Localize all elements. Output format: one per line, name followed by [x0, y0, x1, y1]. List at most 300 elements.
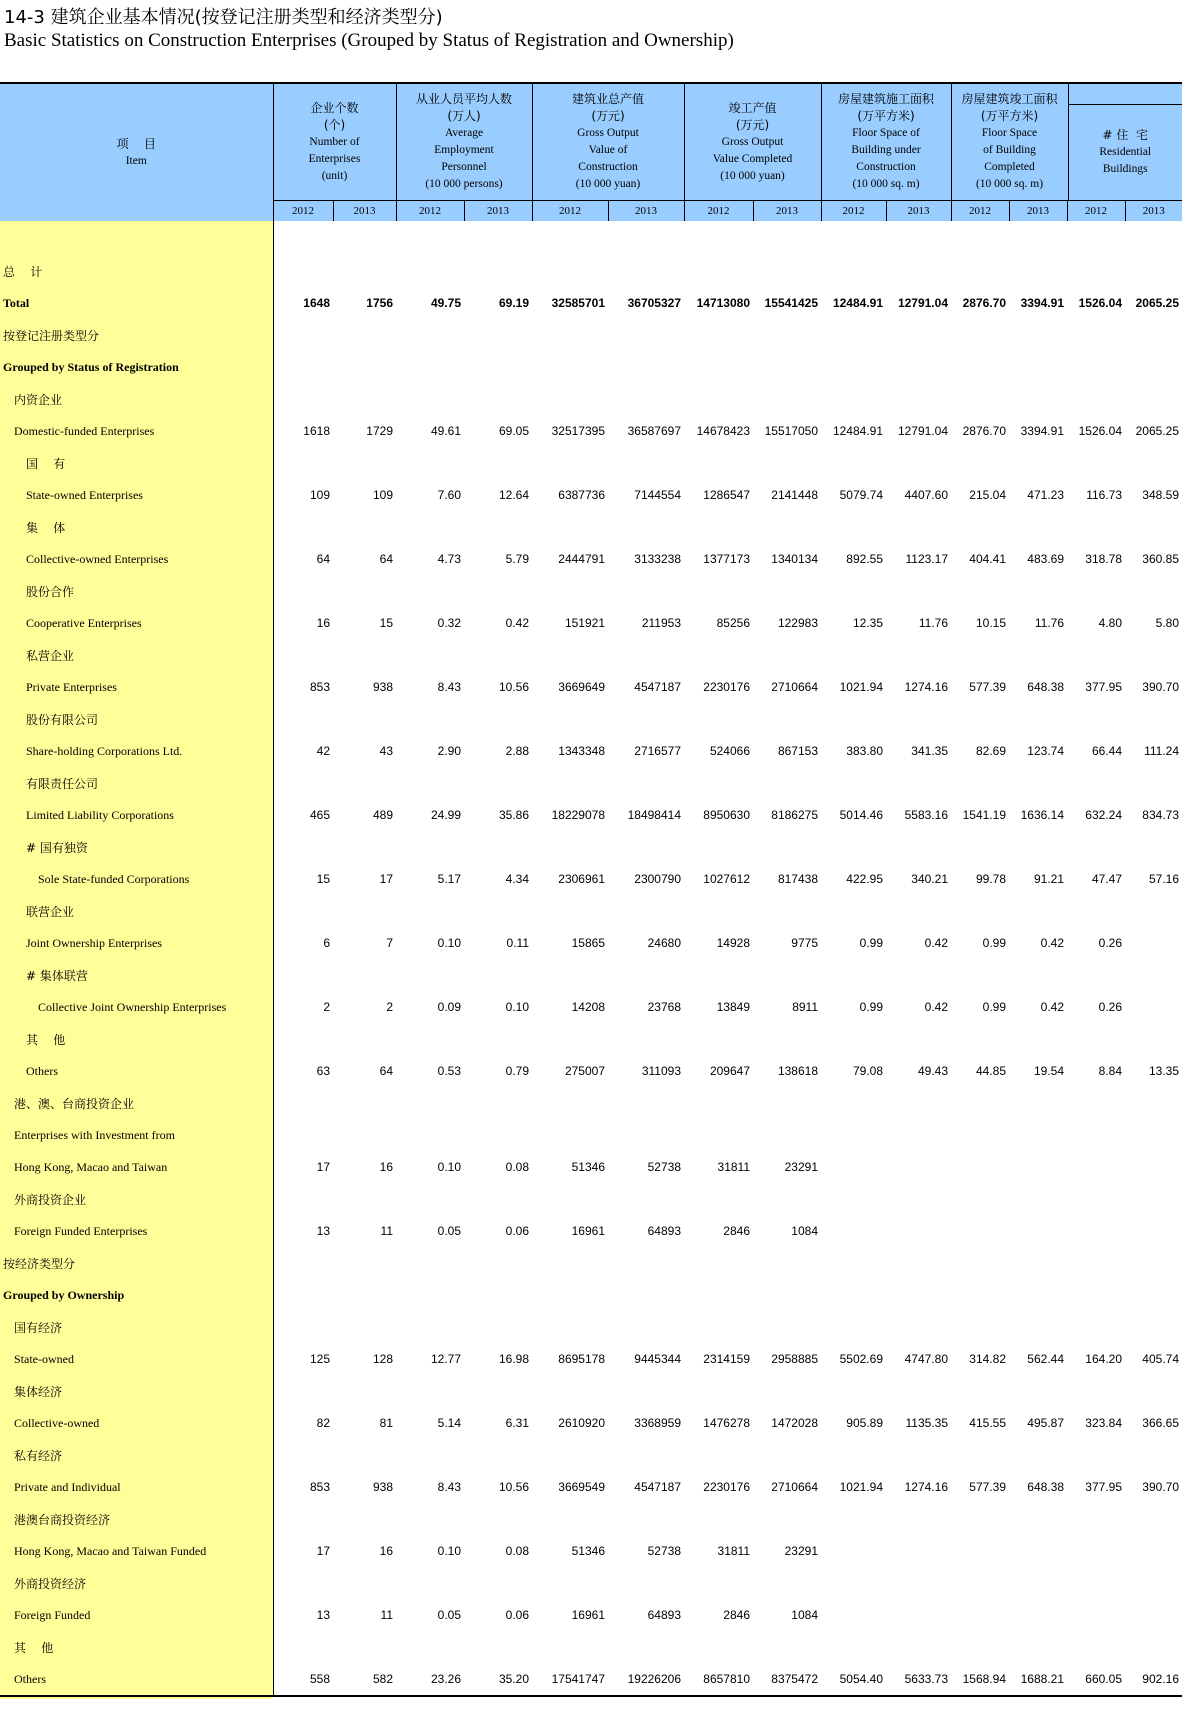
data-cell: 483.69	[1027, 552, 1064, 566]
data-cell	[532, 959, 608, 991]
data-cell	[886, 1503, 951, 1535]
row-label: Joint Ownership Enterprises	[0, 927, 273, 959]
data-cell: 109	[372, 488, 393, 502]
data-cell: 648.38	[1027, 1480, 1064, 1494]
data-cell	[821, 319, 886, 351]
data-cell	[273, 351, 333, 383]
row-label: State-owned	[0, 1343, 273, 1375]
data-cell: 905.89	[846, 1416, 883, 1430]
data-cell: 24680	[647, 936, 681, 950]
data-cell	[1009, 351, 1067, 383]
year-header: 2013	[1009, 201, 1067, 222]
data-cell	[333, 1439, 396, 1471]
data-cell: 13849	[716, 1000, 750, 1014]
data-cell	[684, 703, 753, 735]
data-cell: 4.73	[437, 552, 461, 566]
item-header-cn: 项 目	[116, 136, 156, 151]
floor-under-header	[821, 83, 951, 201]
data-cell: 14208	[571, 1000, 605, 1014]
completed-output-header-cn: 竣工产值	[728, 100, 777, 115]
data-cell: 8695178	[558, 1352, 605, 1366]
data-cell	[396, 895, 464, 927]
data-cell	[396, 703, 464, 735]
data-cell: 15865	[571, 936, 605, 950]
data-cell	[1067, 1599, 1125, 1631]
data-cell: 51346	[571, 1544, 605, 1558]
row-label: Collective Joint Ownership Enterprises	[0, 991, 273, 1023]
data-cell: 2444791	[558, 552, 605, 566]
data-cell	[608, 1119, 684, 1151]
data-cell: 15541425	[764, 296, 818, 310]
floor-under-header-cn: 房屋建筑施工面积	[837, 92, 934, 106]
residential-header-cn: # 住 宅	[1102, 128, 1148, 142]
data-cell	[886, 1535, 951, 1567]
data-cell: 69.19	[498, 296, 529, 310]
year-header: 2013	[886, 201, 951, 222]
data-cell	[333, 959, 396, 991]
data-cell	[951, 831, 1009, 863]
data-cell	[532, 1439, 608, 1471]
row-label: # 国有独资	[0, 831, 273, 863]
data-cell	[1009, 831, 1067, 863]
data-cell: 2	[386, 1000, 393, 1014]
data-cell: 834.73	[1142, 808, 1179, 822]
data-cell	[951, 1535, 1009, 1567]
data-cell	[396, 1279, 464, 1311]
employment-header-unit: (万人)	[447, 109, 481, 123]
data-cell	[532, 1023, 608, 1055]
data-cell: 13	[316, 1608, 330, 1622]
year-header: 2013	[608, 201, 684, 222]
data-cell: 0.99	[982, 1000, 1006, 1014]
enterprises-header	[273, 83, 396, 201]
item-header	[0, 83, 273, 221]
data-cell: 577.39	[969, 1480, 1006, 1494]
data-cell: 9445344	[634, 1352, 681, 1366]
data-cell: 16.98	[498, 1352, 529, 1366]
table-row	[0, 479, 1182, 511]
data-cell: 16	[316, 616, 330, 630]
data-cell	[273, 1183, 333, 1215]
data-cell	[532, 1183, 608, 1215]
data-cell	[464, 319, 532, 351]
data-cell	[273, 1279, 333, 1311]
data-cell	[886, 1087, 951, 1119]
data-cell: 69.05	[498, 424, 529, 438]
data-cell	[684, 1567, 753, 1599]
data-cell	[886, 1439, 951, 1471]
row-label: 外商投资经济	[0, 1567, 273, 1599]
data-cell	[1067, 831, 1125, 863]
data-cell	[684, 1503, 753, 1535]
data-cell: 0.10	[505, 1000, 529, 1014]
data-cell	[1009, 575, 1067, 607]
data-cell: 8375472	[771, 1672, 818, 1686]
data-cell: 81	[379, 1416, 393, 1430]
table-row	[0, 639, 1182, 671]
data-cell	[608, 1439, 684, 1471]
data-cell	[532, 319, 608, 351]
data-cell: 1756	[366, 296, 393, 310]
data-cell: 2314159	[703, 1352, 750, 1366]
data-cell	[608, 351, 684, 383]
data-cell	[1009, 255, 1067, 287]
data-cell: 1476278	[703, 1416, 750, 1430]
data-cell	[333, 1503, 396, 1535]
data-cell	[273, 1311, 333, 1343]
data-cell: 15517050	[764, 424, 818, 438]
completed-output-header-unit: (万元)	[735, 117, 770, 132]
data-cell	[886, 383, 951, 415]
data-cell	[821, 1087, 886, 1119]
data-cell	[886, 639, 951, 671]
data-cell	[396, 1375, 464, 1407]
data-cell: 64893	[647, 1608, 681, 1622]
data-cell	[1067, 1311, 1125, 1343]
data-cell	[1009, 1311, 1067, 1343]
completed-output-header-en1: Gross Output	[721, 135, 784, 148]
data-cell	[273, 1439, 333, 1471]
data-cell	[1009, 447, 1067, 479]
data-cell	[821, 1567, 886, 1599]
data-cell	[1009, 1439, 1067, 1471]
data-cell: 405.74	[1142, 1352, 1179, 1366]
data-cell	[1125, 511, 1182, 543]
data-cell: 13	[316, 1224, 330, 1238]
data-cell: 47.47	[1091, 872, 1122, 886]
table-row	[0, 735, 1182, 767]
table-row	[0, 1503, 1182, 1535]
data-cell	[684, 1375, 753, 1407]
data-cell: 1084	[791, 1608, 818, 1622]
data-cell	[684, 383, 753, 415]
data-cell: 1027612	[703, 872, 750, 886]
data-cell	[1067, 383, 1125, 415]
data-cell: 3394.91	[1020, 424, 1064, 438]
data-cell	[396, 1631, 464, 1663]
data-cell	[1009, 1119, 1067, 1151]
data-cell	[886, 767, 951, 799]
year-header: 2013	[1125, 201, 1182, 222]
data-cell	[532, 575, 608, 607]
gross-output-header-en2: Value of	[588, 144, 628, 156]
data-cell: 2306961	[558, 872, 605, 886]
data-cell: 1618	[303, 424, 330, 438]
data-cell: 323.84	[1085, 1416, 1122, 1430]
floor-under-header-en4: (10 000 sq. m)	[852, 178, 920, 190]
data-cell: 125	[309, 1352, 330, 1366]
data-cell	[1067, 639, 1125, 671]
data-cell: 2610920	[558, 1416, 605, 1430]
data-cell	[684, 1439, 753, 1471]
data-cell	[464, 255, 532, 287]
data-cell: 817438	[777, 872, 818, 886]
data-cell	[821, 447, 886, 479]
year-header: 2012	[1067, 201, 1125, 222]
data-cell	[886, 831, 951, 863]
row-label: Cooperative Enterprises	[0, 607, 273, 639]
table-row	[0, 671, 1182, 703]
data-cell	[396, 575, 464, 607]
data-cell: 23768	[647, 1000, 681, 1014]
data-cell	[1125, 383, 1182, 415]
data-cell	[886, 959, 951, 991]
data-cell: 2.90	[437, 744, 461, 758]
gross-output-header-unit: (万元)	[591, 109, 625, 123]
data-cell	[821, 1599, 886, 1631]
data-cell: 366.65	[1142, 1416, 1179, 1430]
row-label: 集体经济	[0, 1375, 273, 1407]
data-cell	[333, 511, 396, 543]
data-cell	[1009, 1087, 1067, 1119]
data-cell: 63	[316, 1064, 330, 1078]
data-cell	[886, 351, 951, 383]
data-cell: 2846	[723, 1608, 750, 1622]
data-cell: 23291	[784, 1160, 818, 1174]
data-cell: 2846	[723, 1224, 750, 1238]
data-cell	[608, 1279, 684, 1311]
data-cell	[1067, 1375, 1125, 1407]
data-cell	[951, 1023, 1009, 1055]
data-cell	[951, 511, 1009, 543]
data-cell	[396, 767, 464, 799]
floor-under-header-en3: Construction	[856, 161, 916, 173]
row-label: 私营企业	[0, 639, 273, 671]
data-cell: 138618	[777, 1064, 818, 1078]
data-cell	[821, 639, 886, 671]
data-cell	[608, 575, 684, 607]
data-cell: 902.16	[1142, 1672, 1179, 1686]
data-cell	[1067, 511, 1125, 543]
table-row	[0, 351, 1182, 383]
data-cell	[333, 1023, 396, 1055]
data-cell: 1688.21	[1020, 1672, 1064, 1686]
table-row	[0, 831, 1182, 863]
data-cell	[464, 1503, 532, 1535]
data-cell	[821, 767, 886, 799]
data-cell	[684, 767, 753, 799]
enterprises-header-unit: (个)	[323, 117, 346, 132]
data-cell: 128	[372, 1352, 393, 1366]
data-cell	[951, 639, 1009, 671]
table-row	[0, 383, 1182, 415]
data-cell	[753, 1439, 821, 1471]
data-cell: 17	[316, 1160, 330, 1174]
data-cell: 0.06	[505, 1224, 529, 1238]
row-label: 国有经济	[0, 1311, 273, 1343]
data-cell	[273, 703, 333, 735]
data-cell: 52738	[647, 1544, 681, 1558]
data-cell: 2230176	[703, 680, 750, 694]
data-cell: 275007	[564, 1064, 605, 1078]
data-cell	[464, 1087, 532, 1119]
data-cell	[1125, 1247, 1182, 1279]
data-cell	[1009, 1567, 1067, 1599]
data-cell: 12484.91	[832, 424, 883, 438]
data-cell	[684, 447, 753, 479]
data-cell	[1067, 1279, 1125, 1311]
data-cell: 151921	[564, 616, 605, 630]
data-cell	[1067, 1503, 1125, 1535]
data-cell	[396, 831, 464, 863]
data-cell: 390.70	[1142, 1480, 1179, 1494]
data-cell: 1135.35	[905, 1416, 948, 1430]
data-cell: 1526.04	[1078, 296, 1122, 310]
employment-header-en4: (10 000 persons)	[425, 178, 503, 190]
data-cell	[753, 831, 821, 863]
row-label: Grouped by Status of Registration	[0, 351, 273, 383]
data-cell	[273, 895, 333, 927]
data-cell	[684, 351, 753, 383]
data-cell	[951, 447, 1009, 479]
data-cell: 2	[323, 1000, 330, 1014]
row-label: Others	[0, 1663, 273, 1696]
data-cell: 35.20	[498, 1672, 529, 1686]
enterprises-header-en2: Enterprises	[308, 152, 361, 165]
data-cell: 6.31	[505, 1416, 529, 1430]
data-cell: 7	[386, 936, 393, 950]
data-cell: 0.26	[1098, 936, 1122, 950]
table-row	[0, 1119, 1182, 1151]
data-cell: 867153	[777, 744, 818, 758]
data-cell	[753, 1279, 821, 1311]
data-cell	[532, 383, 608, 415]
data-cell	[396, 1087, 464, 1119]
row-label: Foreign Funded	[0, 1599, 273, 1631]
data-cell	[886, 575, 951, 607]
data-cell	[951, 1119, 1009, 1151]
year-header: 2012	[821, 201, 886, 222]
data-cell	[684, 319, 753, 351]
data-cell	[684, 831, 753, 863]
data-cell	[684, 255, 753, 287]
data-cell: 49.43	[917, 1064, 948, 1078]
data-cell	[951, 1183, 1009, 1215]
data-cell: 853	[309, 680, 330, 694]
row-label: Collective-owned Enterprises	[0, 543, 273, 575]
data-cell	[684, 895, 753, 927]
data-cell	[464, 1567, 532, 1599]
data-cell: 1636.14	[1020, 808, 1064, 822]
data-cell: 1340134	[771, 552, 818, 566]
data-cell	[532, 1087, 608, 1119]
data-cell: 2230176	[703, 1480, 750, 1494]
data-cell: 51346	[571, 1160, 605, 1174]
data-cell: 1648	[303, 296, 330, 310]
data-cell	[684, 511, 753, 543]
data-cell: 16	[379, 1544, 393, 1558]
data-cell	[608, 639, 684, 671]
data-cell	[821, 1247, 886, 1279]
table-row	[0, 1055, 1182, 1087]
employment-header-cn: 从业人员平均人数	[415, 92, 512, 106]
data-cell	[886, 895, 951, 927]
table-row	[0, 959, 1182, 991]
data-cell	[753, 511, 821, 543]
data-cell	[951, 895, 1009, 927]
data-cell	[532, 1631, 608, 1663]
data-cell	[273, 511, 333, 543]
data-cell	[886, 1631, 951, 1663]
data-cell	[1125, 1151, 1182, 1183]
data-cell	[333, 351, 396, 383]
data-cell	[1125, 1023, 1182, 1055]
data-cell	[1067, 351, 1125, 383]
data-cell	[1125, 1439, 1182, 1471]
data-cell: 64	[379, 1064, 393, 1078]
data-cell	[1009, 1375, 1067, 1407]
data-cell: 377.95	[1085, 1480, 1122, 1494]
data-cell	[608, 703, 684, 735]
data-cell: 111.24	[1144, 744, 1179, 758]
data-cell: 7.60	[437, 488, 461, 502]
data-cell: 404.41	[969, 552, 1006, 566]
data-cell	[821, 575, 886, 607]
data-cell	[821, 1151, 886, 1183]
data-cell	[1009, 1631, 1067, 1663]
data-cell	[396, 511, 464, 543]
data-cell: 12791.04	[897, 424, 948, 438]
table-row	[0, 607, 1182, 639]
data-cell	[333, 1087, 396, 1119]
data-cell	[1067, 1087, 1125, 1119]
gross-output-header-en1: Gross Output	[577, 127, 639, 139]
row-label: Domestic-funded Enterprises	[0, 415, 273, 447]
data-cell	[608, 1183, 684, 1215]
table-row	[0, 1439, 1182, 1471]
data-cell	[886, 1375, 951, 1407]
row-label: Limited Liability Corporations	[0, 799, 273, 831]
data-cell	[532, 1311, 608, 1343]
data-cell	[532, 639, 608, 671]
data-cell	[753, 255, 821, 287]
data-cell	[1125, 1631, 1182, 1663]
data-cell	[464, 1375, 532, 1407]
statistics-table	[0, 82, 1182, 1699]
residential-header-en2: Buildings	[1102, 163, 1148, 175]
data-cell: 3394.91	[1020, 296, 1064, 310]
data-cell	[273, 575, 333, 607]
spacer-cell	[0, 221, 273, 255]
data-cell: 314.82	[969, 1352, 1006, 1366]
table-row	[0, 1215, 1182, 1247]
data-cell	[821, 1279, 886, 1311]
data-cell	[396, 1439, 464, 1471]
data-cell	[821, 1183, 886, 1215]
data-cell	[1009, 639, 1067, 671]
data-cell	[333, 831, 396, 863]
data-cell	[951, 255, 1009, 287]
data-cell	[608, 1567, 684, 1599]
data-cell: 17	[316, 1544, 330, 1558]
data-cell: 14928	[716, 936, 750, 950]
data-cell	[464, 639, 532, 671]
data-cell	[532, 1119, 608, 1151]
data-cell: 577.39	[969, 680, 1006, 694]
data-cell	[464, 1631, 532, 1663]
data-cell: 91.21	[1033, 872, 1064, 886]
residential-header	[1069, 104, 1182, 200]
data-cell: 116.73	[1086, 488, 1122, 502]
data-cell	[684, 575, 753, 607]
data-cell	[396, 1183, 464, 1215]
data-cell: 18229078	[551, 808, 605, 822]
gross-output-header	[532, 83, 684, 201]
table-row	[0, 1535, 1182, 1567]
data-cell: 938	[372, 680, 393, 694]
data-cell: 0.06	[505, 1608, 529, 1622]
data-cell: 558	[309, 1672, 330, 1686]
